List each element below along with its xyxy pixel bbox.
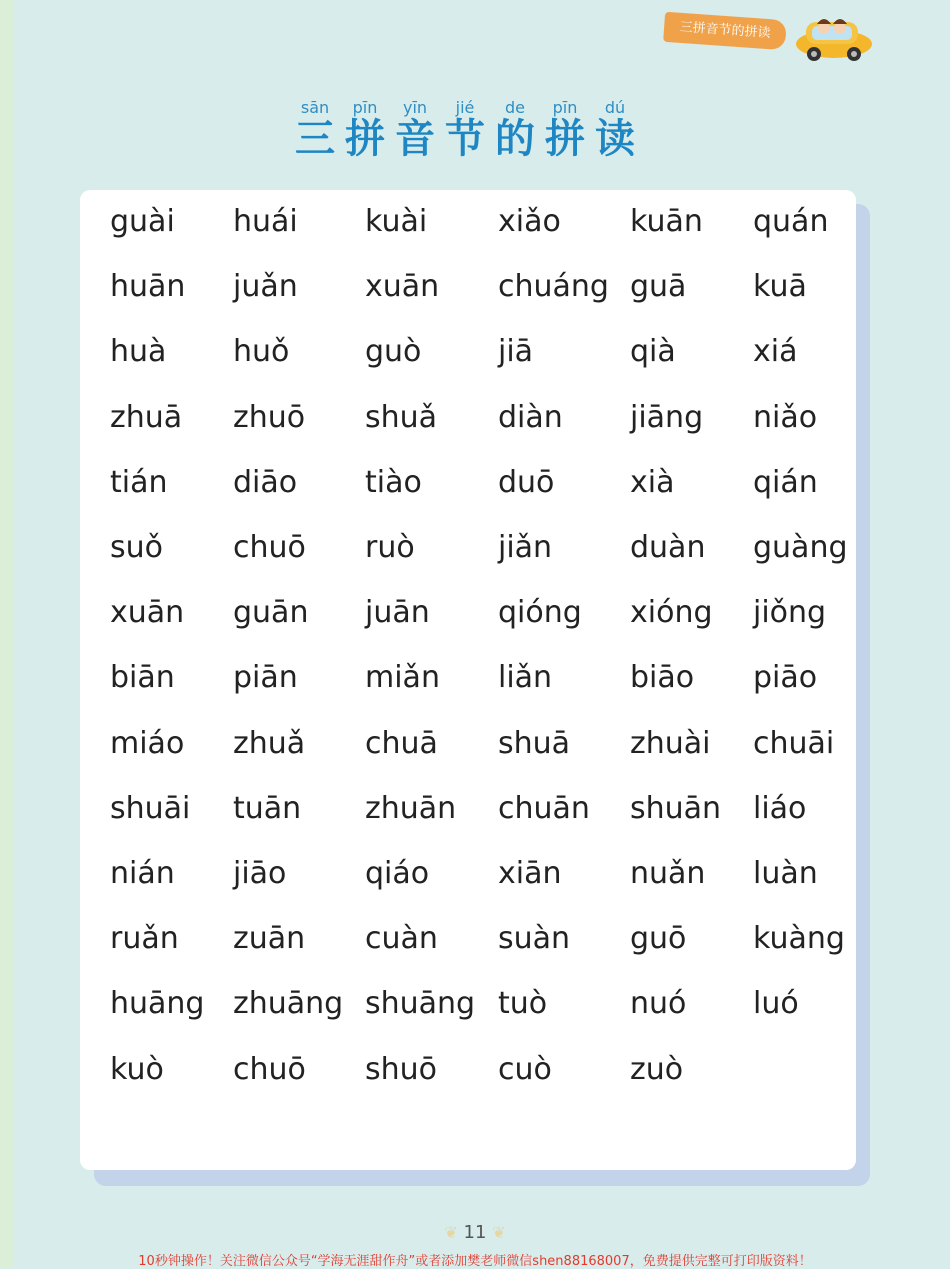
title-pinyin-syllable: sān (300, 98, 330, 117)
pinyin-syllable: luàn (753, 856, 818, 891)
left-wing-icon: ❦ (444, 1223, 458, 1242)
pinyin-syllable: kuàng (753, 921, 845, 957)
title-pinyin-syllable: yīn (402, 98, 428, 117)
pinyin-syllable: chuō (233, 530, 306, 565)
pinyin-syllable: nuǎn (630, 856, 706, 891)
syllable-card (80, 190, 856, 1170)
pinyin-syllable: piān (233, 660, 298, 696)
pinyin-syllable: kuài (365, 204, 428, 239)
pinyin-syllable: cuàn (365, 921, 438, 957)
pinyin-syllable: guā (630, 269, 687, 305)
pinyin-syllable: xuān (365, 269, 440, 305)
pinyin-syllable: piāo (753, 660, 818, 696)
pinyin-syllable: shuāng (365, 986, 476, 1022)
pinyin-syllable: zuān (233, 921, 306, 957)
pinyin-syllable: biāo (630, 660, 695, 696)
pinyin-syllable: kuā (753, 269, 807, 305)
right-wing-icon: ❦ (492, 1223, 506, 1242)
pinyin-syllable: nián (110, 856, 175, 891)
pinyin-syllable: xuān (110, 595, 185, 631)
pinyin-syllable: qióng (498, 595, 582, 631)
pinyin-syllable: xià (630, 464, 675, 500)
car-illustration-icon (792, 6, 876, 64)
pinyin-syllable: shuāi (110, 790, 191, 826)
pinyin-syllable: guài (110, 204, 175, 239)
title-pinyin-syllable: dú (604, 98, 626, 117)
header-banner: 三拼音节的拼读 (663, 12, 787, 50)
pinyin-syllable: huāng (110, 986, 205, 1022)
pinyin-syllable: xiān (498, 856, 562, 891)
pinyin-syllable: chuā (365, 725, 438, 761)
pinyin-syllable: guàng (753, 530, 848, 565)
pinyin-syllable: jiǒng (753, 595, 827, 631)
pinyin-syllable: zhuō (233, 399, 306, 435)
title-pinyin-syllable: pīn (352, 98, 378, 117)
pinyin-syllable: tuò (498, 986, 548, 1022)
title-hanzi-char: 节 (445, 116, 485, 162)
pinyin-syllable: huǒ (233, 334, 290, 370)
title-hanzi-char: 拼 (545, 116, 585, 162)
pinyin-syllable: chuāi (753, 725, 835, 761)
pinyin-syllable: zhuài (630, 725, 711, 761)
pinyin-syllable: tián (110, 464, 168, 500)
pinyin-syllable: jiā (498, 334, 534, 370)
pinyin-syllable: shuā (498, 725, 571, 761)
pinyin-syllable: ruǎn (110, 921, 179, 957)
title-hanzi-char: 三 (295, 116, 335, 162)
pinyin-syllable: nuó (630, 986, 687, 1022)
pinyin-syllable: shuān (630, 790, 722, 826)
pinyin-syllable: suàn (498, 921, 571, 957)
pinyin-syllable: zhuāng (233, 986, 344, 1022)
pinyin-syllable: chuān (498, 790, 590, 826)
pinyin-syllable: duō (498, 464, 555, 500)
pinyin-syllable: quán (753, 204, 829, 239)
left-border-strip (0, 0, 14, 1268)
pinyin-syllable: liǎn (498, 660, 553, 696)
pinyin-syllable: ruò (365, 530, 415, 565)
pinyin-syllable: kuò (110, 1051, 164, 1087)
pinyin-syllable: tuān (233, 790, 302, 826)
title-pinyin-row (290, 98, 650, 117)
title-pinyin-syllable: de (505, 98, 525, 117)
pinyin-syllable: chuáng (498, 269, 609, 305)
pinyin-syllable: guān (233, 595, 309, 631)
pinyin-syllable: biān (110, 660, 175, 696)
pinyin-syllable: xiǎo (498, 204, 561, 239)
pinyin-syllable: jiāng (630, 399, 704, 435)
page-number (0, 1222, 950, 1243)
pinyin-syllable: duàn (630, 530, 706, 565)
title-pinyin-syllable: jié (455, 98, 475, 117)
pinyin-syllable: luó (753, 986, 799, 1022)
pinyin-syllable: qià (630, 334, 676, 370)
pinyin-syllable: zhuān (365, 790, 457, 826)
pinyin-syllable: jiǎn (498, 530, 553, 565)
title-hanzi-char: 读 (595, 116, 635, 162)
pinyin-syllable: tiào (365, 464, 422, 500)
title-hanzi-char: 的 (495, 116, 535, 162)
pinyin-syllable: niǎo (753, 399, 818, 435)
pinyin-syllable: miǎn (365, 660, 440, 696)
pinyin-syllable: diàn (498, 399, 563, 435)
title-pinyin-syllable: pīn (552, 98, 578, 117)
pinyin-syllable: huān (110, 269, 186, 305)
pinyin-syllable: chuō (233, 1051, 306, 1087)
pinyin-syllable: xiá (753, 334, 798, 370)
pinyin-syllable: cuò (498, 1051, 552, 1087)
pinyin-syllable: shuǎ (365, 399, 438, 435)
pinyin-syllable: huà (110, 334, 167, 370)
pinyin-syllable: juǎn (233, 269, 298, 305)
pinyin-syllable: suǒ (110, 530, 163, 565)
pinyin-syllable: zhuā (110, 399, 183, 435)
pinyin-syllable: zhuǎ (233, 725, 306, 761)
pinyin-syllable: qián (753, 464, 818, 500)
pinyin-syllable: shuō (365, 1051, 438, 1087)
pinyin-syllable: guō (630, 921, 687, 957)
pinyin-syllable: liáo (753, 790, 807, 826)
title-hanzi-char: 拼 (345, 116, 385, 162)
page-number-text: 11 (463, 1222, 487, 1243)
pinyin-syllable: zuò (630, 1051, 684, 1087)
pinyin-syllable: juān (365, 595, 430, 631)
pinyin-syllable: miáo (110, 725, 185, 761)
pinyin-syllable: huái (233, 204, 298, 239)
pinyin-syllable: guò (365, 334, 422, 370)
pinyin-syllable: diāo (233, 464, 298, 500)
title-hanzi-row (290, 117, 650, 161)
pinyin-syllable: kuān (630, 204, 703, 239)
pinyin-syllable: xióng (630, 595, 713, 631)
pinyin-syllable: qiáo (365, 856, 430, 891)
page-title (290, 98, 650, 161)
footer-note: 10秒钟操作！关注微信公众号“学海无涯甜作舟”或者添加樊老师微信shen88168007，免费提供完整可打印版资料！ (138, 1254, 812, 1269)
pinyin-syllable: jiāo (233, 856, 287, 891)
title-hanzi-char: 音 (395, 116, 435, 162)
